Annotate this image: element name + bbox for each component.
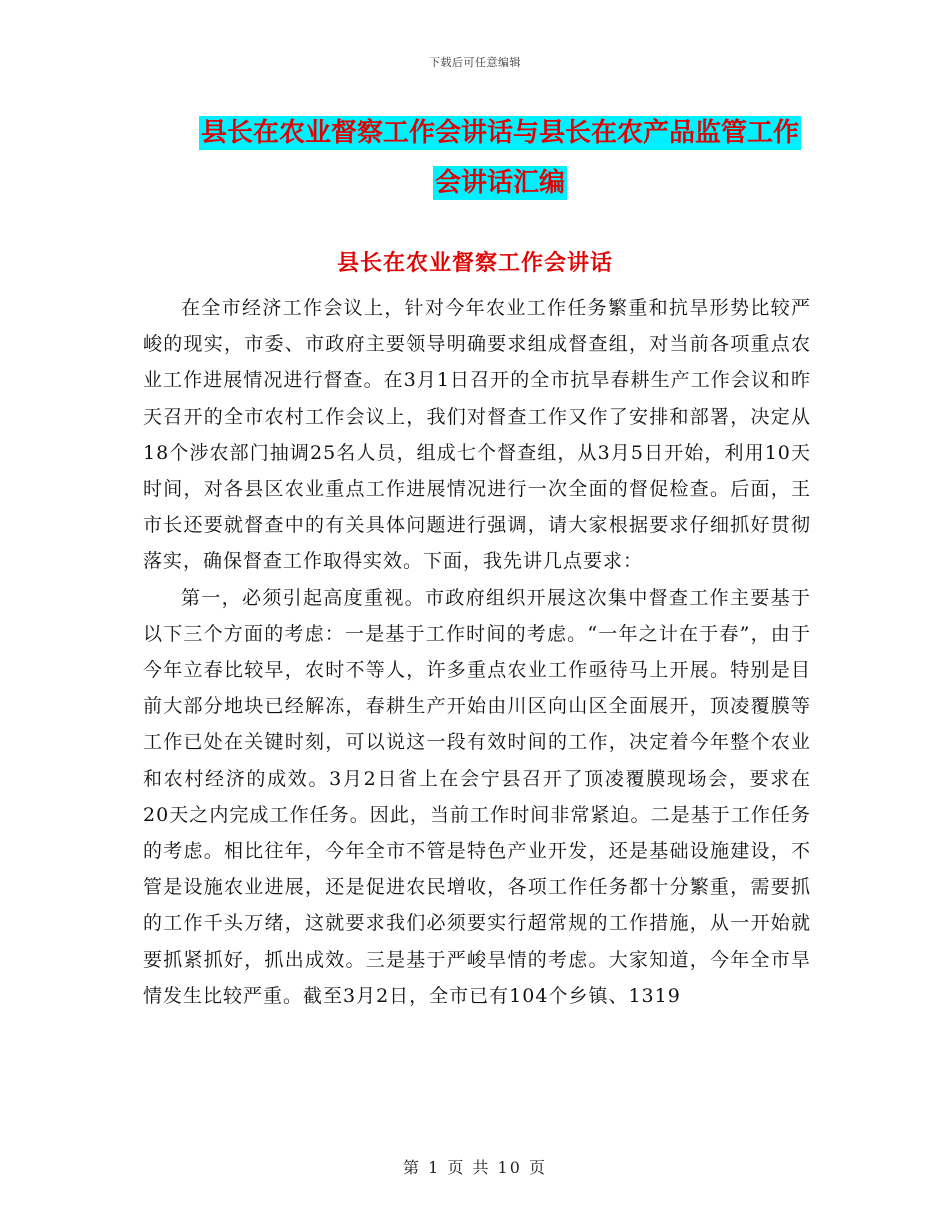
paragraph-1: 在全市经济工作会议上，针对今年农业工作任务繁重和抗旱形势比较严峻的现实，市委、市政府主要领导明确要求组成督查组，对当前各项重点农业工作进展情况进行督查。在3月1日召开的全市抗旱春耕生产工作会议和昨天召开的全市农村工作会议上，我们对督查工作又作了安排和部署，决定从18个涉农部门抽调25名人员，组成七个督查组，从3月5日开始，利用10天时间，对各县区农业重点工作进展情况进行一次全面的督促检查。后面，王市长还要就督查中的有关具体问题进行强调，请大家根据要求仔细抓好贯彻落实，确保督查工作取得实效。下面，我先讲几点要求： [143,297,811,573]
paragraph-2: 第一，必须引起高度重视。市政府组织开展这次集中督查工作主要基于以下三个方面的考虑：一是基于工作时间的考虑。“一年之计在于春”，由于今年立春比较早，农时不等人，许多重点农业工作亟待马上开展。特别是目前大部分地块已经解冻，春耕生产开始由川区向山区全面展开，顶凌覆膜等工作已处在关键时刻，可以说这一段有效时间的工作，决定着今年整个农业和农村经济的成效。3月2日省上在会宁县召开了顶凌覆膜现场会，要求在20天之内完成工作任务。因此，当前工作时间非常紧迫。二是基于工作任务的考虑。相比往年，今年全市不管是特色产业开发，还是基础设施建设，不管是设施农业进展，还是促进农民增收，各项工作任务都十分繁重，需要抓的工作千头万绪，这就要求我们必须要实行超常规的工作措施，从一开始就要抓紧抓好，抓出成效。三是基于严峻旱情的考虑。大家知道，今年全市旱情发生比较严重。截至3月2日，全市已有104个乡镇、1319 [143,586,811,1007]
document-title [190,108,810,208]
document-body [143,290,811,1014]
document-title-line-1: 县长在农业督察工作会讲话与县长在农产品监管工作 [200,118,799,148]
section-title: 县长在农业督察工作会讲话 [336,251,613,276]
header-note: 下载后可任意编辑 [429,56,521,69]
document-title-line-2: 会讲话汇编 [434,168,565,198]
page-footer: 第 1 页 共 10 页 [403,1158,547,1177]
